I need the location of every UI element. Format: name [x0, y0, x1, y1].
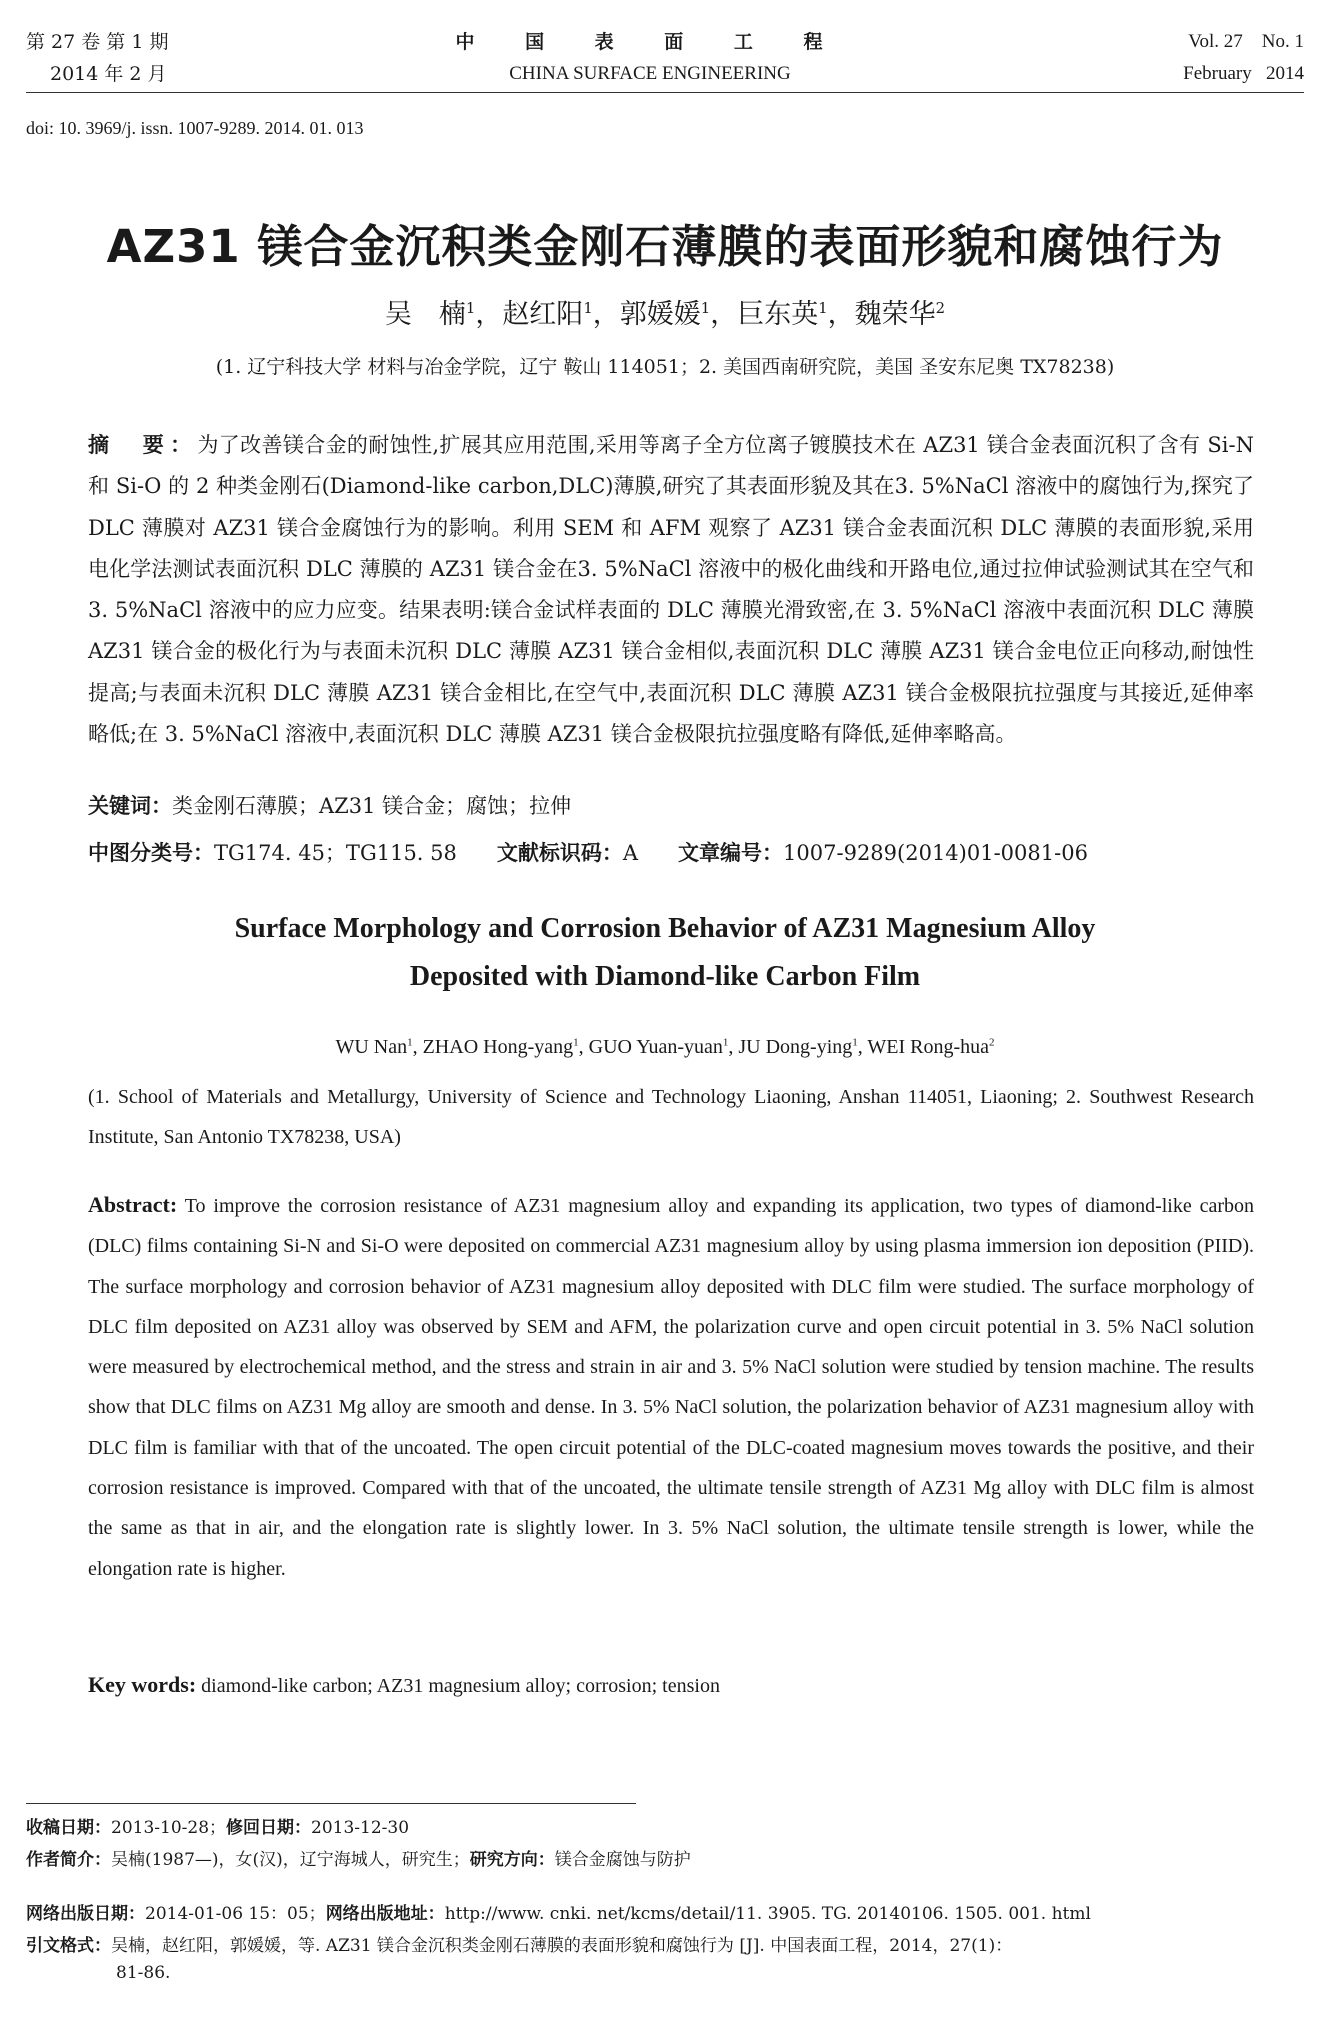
article-no-value: 1007-9289(2014)01-0081-06 [783, 841, 1088, 865]
journal-name-cn: 中 国 表 面 工 程 [455, 31, 845, 53]
author: 魏荣华$^2$ [854, 299, 946, 330]
author: JU Dong-ying$^1$, [738, 1036, 868, 1058]
author-list-cn [0, 292, 1330, 331]
abstract-text-cn: 为了改善镁合金的耐蚀性,扩展其应用范围,采用等离子全方位离子镀膜技术在 AZ31 镁合金表面沉积了含有 Si-N 和 Si-O 的 2 种类金刚石(Diamond-like carbon,DLC)薄膜,研究了其表面形貌及其在3. 5%NaCl 溶液中的腐蚀行为,探究了 DLC 薄膜对 AZ31 镁合金腐蚀行为的影响。利用 SEM 和 AFM 观察了 AZ31 镁合金表面沉积 DLC 薄膜的表面形貌,采用电化学法测试表面沉积 DLC 薄膜的 AZ31 镁合金在3. 5%NaCl 溶液中的极化曲线和开路电位,通过拉伸试验测试其在空气和 3. 5%NaCl 溶液中的应力应变。结果表明:镁合金试样表面的 DLC 薄膜光滑致密,在 3. 5%NaCl 溶液中表面沉积 DLC 薄膜 AZ31 镁合金的极化行为与表面未沉积 DLC 薄膜 AZ31 镁合金相似,表面沉积 DLC 薄膜 AZ31 镁合金电位正向移动,耐蚀性提高;与表面未沉积 DLC 薄膜 AZ31 镁合金相比,在空气中,表面沉积 DLC 薄膜 AZ31 镁合金极限抗拉强度与其接近,延伸率略低;在 3. 5%NaCl 溶液中,表面沉积 DLC 薄膜 AZ31 镁合金极限抗拉强度略有降低,延伸率略高。 [88, 433, 1254, 747]
keywords-text-cn: 类金刚石薄膜；AZ31 镁合金；腐蚀；拉伸 [172, 794, 572, 818]
abstract-cn [88, 425, 1254, 755]
volume-issue-en: Vol. 27 No. 1 [1188, 31, 1304, 52]
keywords-label-en: Key words: [88, 1672, 197, 1697]
affiliation-en: (1. School of Materials and Metallurgy, University of Science and Technology Liaoning, Anshan 114051, Liaoning; 2. Southwest Research Institute, San Antonio TX78238, USA) [88, 1086, 1254, 1148]
author-list-en [0, 1036, 1330, 1059]
author: 郭媛媛$^1$， [619, 299, 738, 330]
classification-line [88, 837, 1254, 867]
author: GUO Yuan-yuan$^1$, [588, 1036, 739, 1058]
author: 吴 楠$^1$， [384, 299, 503, 330]
footnote-citation: 引文格式：吴楠，赵红阳，郭媛媛，等. AZ31 镁合金沉积类金刚石薄膜的表面形貌和腐蚀行为 [J]. 中国表面工程，2014，27(1)： 81-86. [26, 1936, 1013, 1983]
author: WU Nan$^1$, [335, 1036, 423, 1058]
abstract-label-en: Abstract: [88, 1192, 178, 1217]
date-en: February 2014 [1183, 63, 1304, 84]
article-no-label: 文章编号： [678, 841, 784, 865]
clc-value: TG174. 45；TG115. 58 [214, 841, 457, 865]
affiliation-cn: (1. 辽宁科技大学 材料与冶金学院，辽宁 鞍山 114051；2. 美国西南研究院，美国 圣安东尼奥 TX78238) [215, 356, 1115, 378]
date-cn: 2014 年 2 月 [50, 63, 167, 85]
author: ZHAO Hong-yang$^1$, [422, 1036, 589, 1058]
paper-title-en-line1: Surface Morphology and Corrosion Behavior of AZ31 Magnesium Alloy [234, 913, 1096, 944]
footnote-dates: 收稿日期：2013-10-28；修回日期：2013-12-30 [26, 1818, 410, 1838]
keywords-text-en: diamond-like carbon; AZ31 magnesium alloy; corrosion; tension [201, 1675, 720, 1697]
paper-title-en-line2: Deposited with Diamond-like Carbon Film [409, 961, 921, 992]
journal-name-en: CHINA SURFACE ENGINEERING [509, 63, 791, 84]
header-rule [26, 92, 1304, 93]
keywords-label-cn: 关键词： [88, 794, 172, 818]
keywords-cn [88, 790, 1254, 820]
clc-label: 中图分类号： [88, 841, 214, 865]
author: 赵红阳$^1$， [502, 299, 620, 330]
keywords-en [88, 1672, 1254, 1698]
online-url-link[interactable]: http://www. cnki. net/kcms/detail/11. 3905. TG. 20140106. 1505. 001. html [444, 1904, 1091, 1924]
footnote-rule [26, 1803, 636, 1804]
doc-code-label: 文献标识码： [496, 841, 623, 865]
doc-code-value: A [622, 841, 639, 865]
abstract-en [88, 1185, 1254, 1589]
volume-issue-cn: 第 27 卷 第 1 期 [26, 31, 169, 53]
footnote-author-bio: 作者简介：吴楠(1987—)，女(汉)，辽宁海城人，研究生；研究方向：镁合金腐蚀与防护 [26, 1850, 691, 1870]
abstract-label-cn: 摘 要： [88, 433, 198, 457]
paper-title-en [0, 905, 1330, 1001]
doi: doi: 10. 3969/j. issn. 1007-9289. 2014. 01. 013 [26, 118, 364, 138]
footnote-online: 网络出版日期：2014-01-06 15：05；网络出版地址：http://www. cnki. net/kcms/detail/11. 3905. TG. 20140106. 1505. 001. html [26, 1904, 1091, 1924]
paper-title-cn: AZ31 镁合金沉积类金刚石薄膜的表面形貌和腐蚀行为 [106, 220, 1224, 273]
abstract-text-en: To improve the corrosion resistance of AZ31 magnesium alloy and expanding its application, two types of diamond-like carbon (DLC) films containing Si-N and Si-O were deposited on commercial AZ31 magnesium alloy by using plasma immersion ion deposition (PIID). The surface morphology and corrosion behavior of AZ31 magnesium alloy deposited with DLC film were studied. The surface morphology of DLC film deposited on AZ31 alloy was observed by SEM and AFM, the polarization curve and open circuit potential in 3. 5% NaCl solution were measured by electrochemical method, and the stress and strain in air and 3. 5% NaCl solution were studied by tension machine. The results show that DLC films on AZ31 Mg alloy are smooth and dense. In 3. 5% NaCl solution, the polarization behavior of AZ31 magnesium alloy with DLC film is familiar with that of the uncoated. The open circuit potential of the DLC-coated magnesium moves towards the positive, and their corrosion resistance is improved. Compared with that of the uncoated, the ultimate tensile strength of AZ31 Mg alloy with DLC film is almost the same as that in air, and the elongation rate is slightly lower. In 3. 5% NaCl solution, the ultimate tensile strength is lower, while the elongation rate is higher. [88, 1195, 1255, 1580]
author: WEI Rong-hua$^2$ [867, 1036, 995, 1058]
author: 巨东英$^1$， [737, 299, 855, 330]
